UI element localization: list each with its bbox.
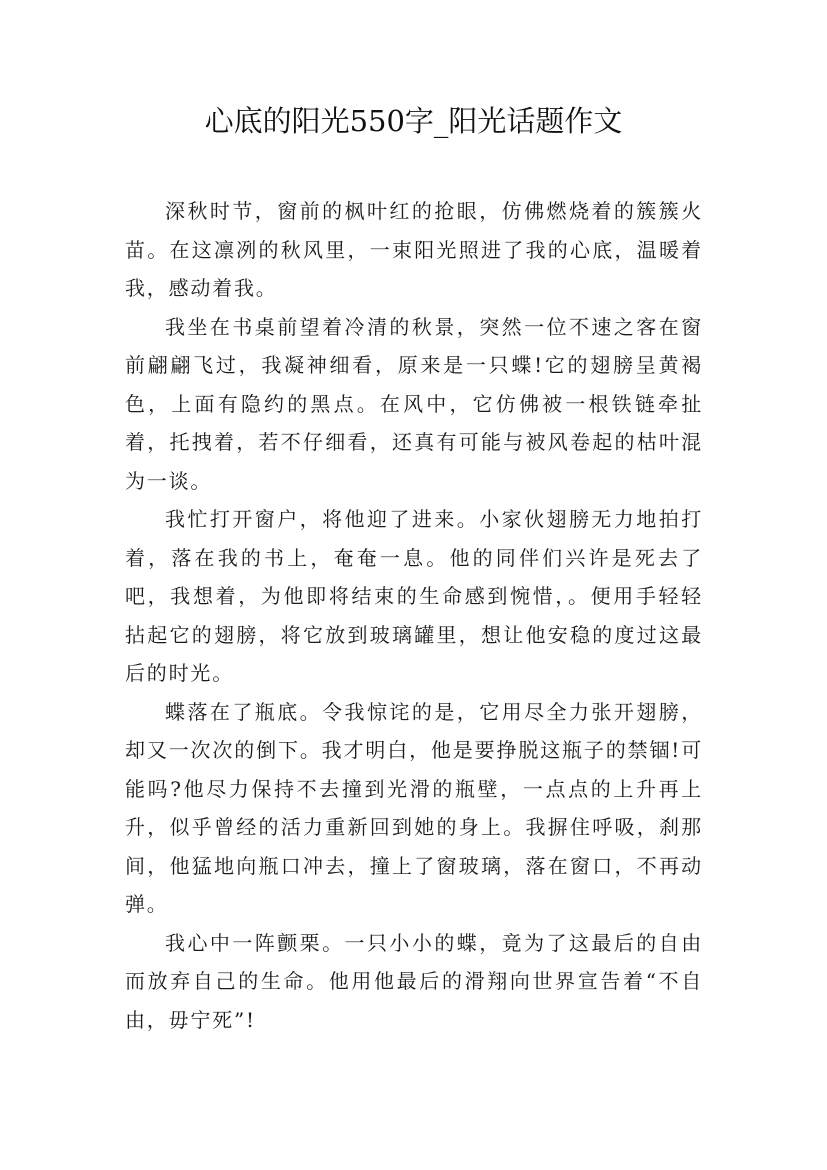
paragraph-4: 蝶落在了瓶底。令我惊诧的是，它用尽全力张开翅膀，却又一次次的倒下。我才明白，他是要挣脱这瓶子的禁锢!可能吗?他尽力保持不去撞到光滑的瓶壁，一点点的上升再上升，似乎曾经的活力重新回到她的身上。我摒住呼吸，刹那间，他猛地向瓶口冲去，撞上了窗玻璃，落在窗口，不再动弹。 xyxy=(125,699,703,916)
paragraph-3: 我忙打开窗户，将他迎了进来。小家伙翅膀无力地拍打着，落在我的书上，奄奄一息。他的同伴们兴许是死去了吧，我想着，为他即将结束的生命感到惋惜，。便用手轻轻拈起它的翅膀，将它放到玻璃罐里，想让他安稳的度过这最后的时光。 xyxy=(125,507,703,685)
document-body xyxy=(125,192,703,1039)
paragraph-5: 我心中一阵颤栗。一只小小的蝶，竟为了这最后的自由而放弃自己的生命。他用他最后的滑翔向世界宣告着“不自由，毋宁死”! xyxy=(125,930,703,1032)
paragraph-2: 我坐在书桌前望着冷清的秋景，突然一位不速之客在窗前翩翩飞过，我凝神细看，原来是一只蝶!它的翅膀呈黄褐色，上面有隐约的黑点。在风中，它仿佛被一根铁链牵扯着，托拽着，若不仔细看，还真有可能与被风卷起的枯叶混为一谈。 xyxy=(125,314,703,493)
document-title: 心底的阳光550字_阳光话题作文 xyxy=(204,104,623,138)
paragraph-1: 深秋时节，窗前的枫叶红的抢眼，仿佛燃烧着的簇簇火苗。在这凛冽的秋风里，一束阳光照进了我的心底，温暖着我，感动着我。 xyxy=(125,199,703,300)
